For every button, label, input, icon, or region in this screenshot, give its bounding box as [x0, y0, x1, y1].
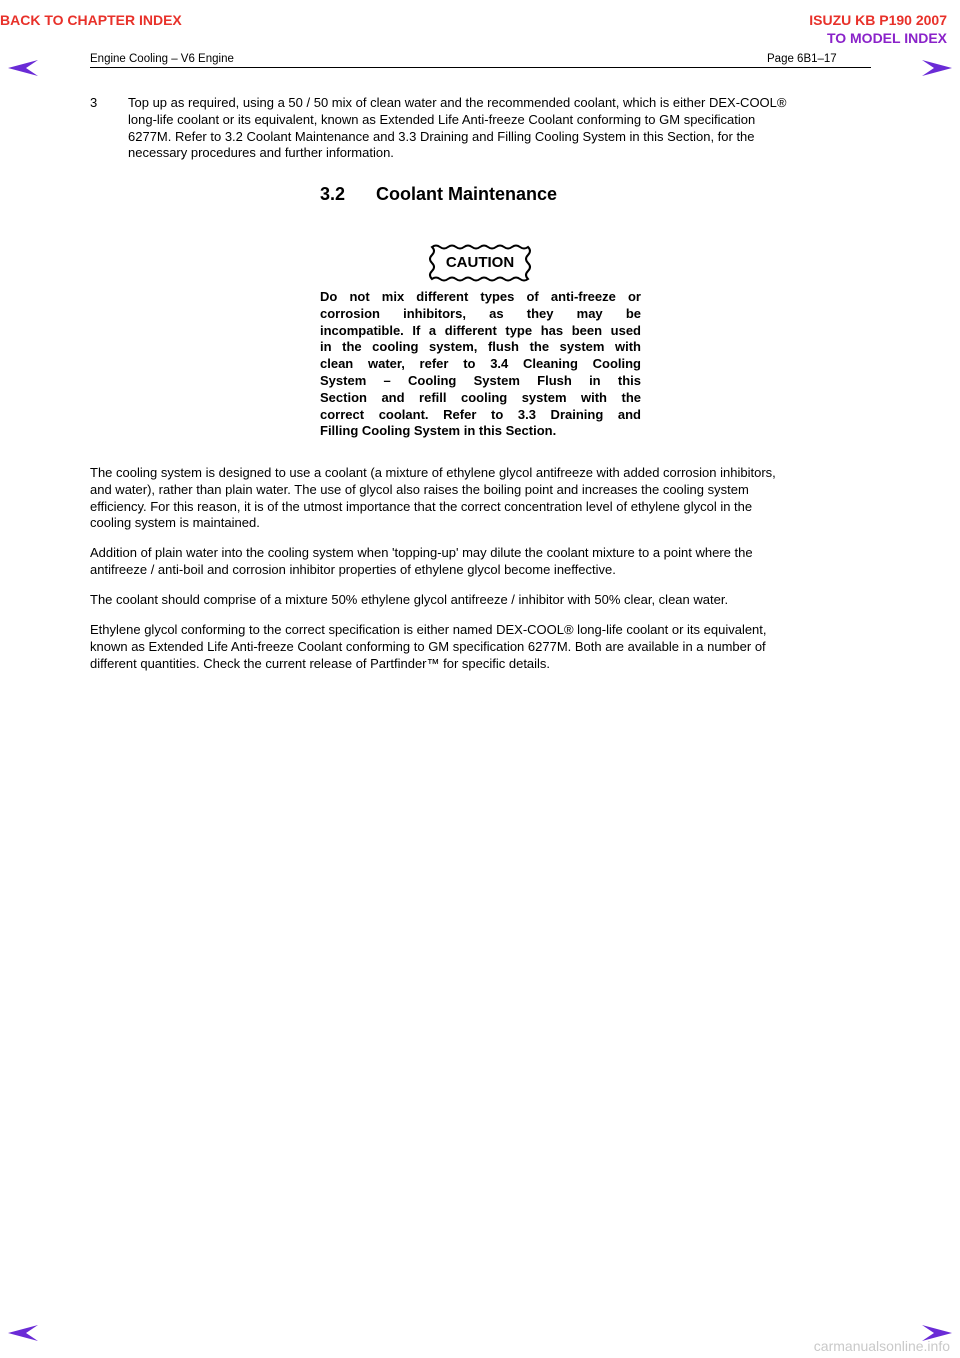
step-text	[128, 95, 880, 162]
paragraph-line: Ethylene glycol conforming to the correct specification is either named DEX-COOL® long-life coolant or its equivalent,	[90, 622, 767, 637]
section-number: 3.2	[320, 184, 346, 204]
paragraph-line: The cooling system is designed to use a coolant (a mixture of ethylene glycol antifreeze with added corrosion inhibitors,	[90, 465, 776, 480]
step-number: 3	[90, 95, 98, 110]
caution-line: Section and refill cooling system with the	[320, 389, 641, 405]
previous-page-arrow-icon[interactable]	[8, 60, 38, 76]
to-model-index-link[interactable]: TO MODEL INDEX	[826, 30, 947, 46]
step-line: 6277M. Refer to 3.2 Coolant Maintenance and 3.3 Draining and Filling Cooling System in this Section, for the	[128, 128, 755, 144]
caution-line: Do not mix different types of anti-freeze or	[320, 289, 641, 304]
paragraph-specification	[90, 622, 880, 672]
paragraph-line: antifreeze / anti-boil and corrosion inhibitor properties of ethylene glycol become ineffective.	[90, 561, 616, 577]
section-title: Coolant Maintenance	[376, 184, 558, 204]
caution-line: corrosion inhibitors, as they may be	[320, 305, 641, 321]
header-rule	[90, 67, 871, 68]
model-title-link[interactable]: ISUZU KB P190 2007	[809, 12, 947, 28]
paragraph-line: and water), rather than plain water. The use of glycol also raises the boiling point and increases the cooling system	[90, 481, 749, 497]
caution-sign	[428, 244, 532, 282]
step-line: Top up as required, using a 50 / 50 mix of clean water and the recommended coolant, which is either DEX-COOL®	[128, 95, 787, 110]
section-heading	[320, 184, 557, 205]
paragraph-line: efficiency. For this reason, it is of the utmost importance that the correct concentration level of ethylene glycol in the	[90, 498, 753, 514]
paragraph-mixture	[90, 592, 880, 609]
paragraph-line: known as Extended Life Anti-freeze Coolant conforming to GM specification 6277M. Both are available in a number of	[90, 638, 766, 654]
paragraph-line: Addition of plain water into the cooling system when 'topping-up' may dilute the coolant mixture to a point where the	[90, 545, 753, 560]
caution-label: CAUTION	[445, 254, 515, 271]
paragraph-plain-water	[90, 545, 880, 579]
caution-text	[320, 289, 641, 440]
header-page-number: Page 6B1–17	[767, 53, 837, 65]
next-page-arrow-icon[interactable]	[922, 60, 952, 76]
caution-line: clean water, refer to 3.4 Cleaning Cooling	[320, 356, 641, 372]
step-line: necessary procedures and further information.	[128, 145, 394, 161]
caution-line: incompatible. If a different type has been used	[320, 322, 641, 338]
paragraph-coolant-design	[90, 465, 880, 532]
back-to-chapter-index-link[interactable]: BACK TO CHAPTER INDEX	[0, 12, 182, 28]
previous-page-bottom-arrow-icon[interactable]	[8, 1325, 38, 1341]
paragraph-line: different quantities. Check the current release of Partfinder™ for specific details.	[90, 655, 551, 671]
step-line: long-life coolant or its equivalent, known as Extended Life Anti-freeze Coolant conforming to GM specification	[128, 111, 756, 127]
paragraph-line: cooling system is maintained.	[90, 515, 260, 531]
caution-line: in the cooling system, flush the system with	[320, 339, 641, 355]
header-section-title: Engine Cooling – V6 Engine	[90, 53, 234, 65]
paragraph-line: The coolant should comprise of a mixture 50% ethylene glycol antifreeze / inhibitor with 50% clear, clean water.	[90, 592, 729, 607]
caution-line: correct coolant. Refer to 3.3 Draining and	[320, 406, 641, 422]
watermark: carmanualsonline.info	[813, 1338, 950, 1354]
caution-line: System – Cooling System Flush in this	[320, 372, 641, 388]
caution-line: Filling Cooling System in this Section.	[320, 423, 557, 439]
